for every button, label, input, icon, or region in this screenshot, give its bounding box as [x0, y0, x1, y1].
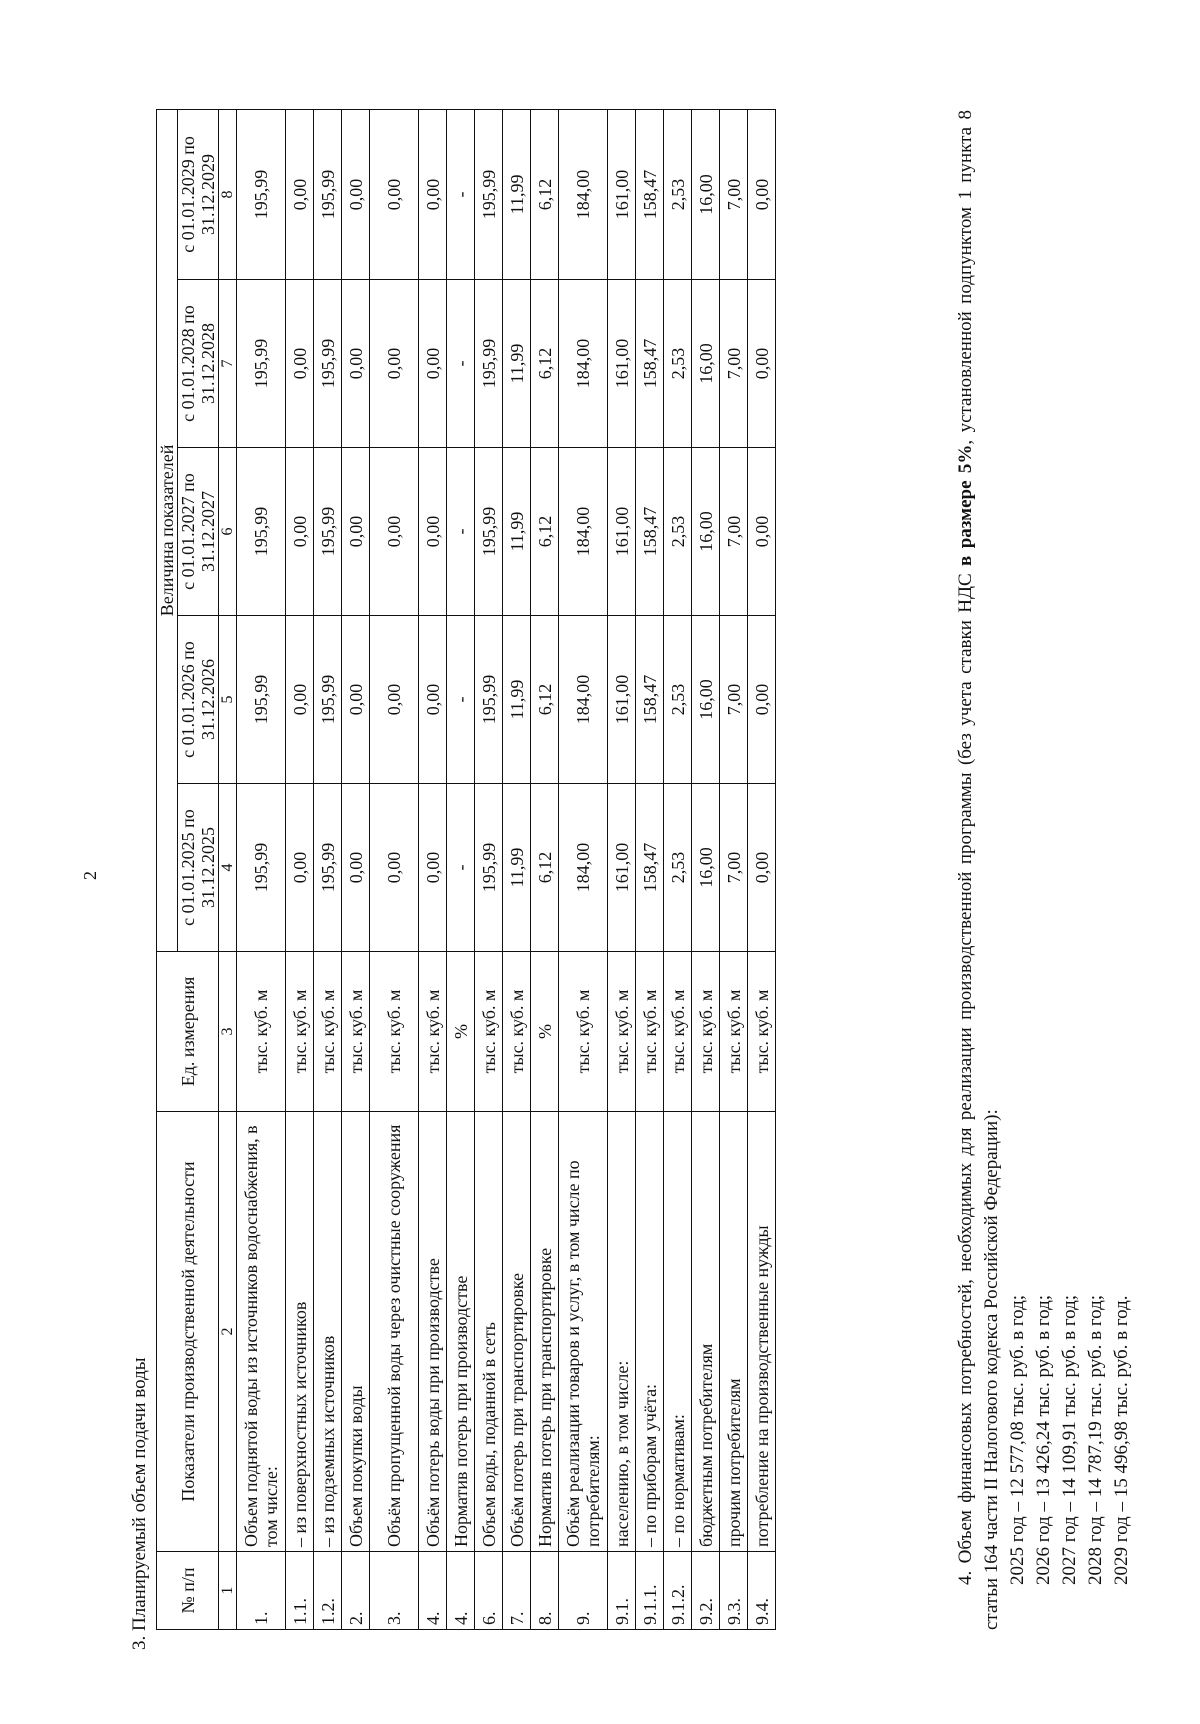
column-number: 2	[219, 1112, 237, 1552]
row-number: 9.2.	[692, 1552, 720, 1630]
row-value: 184,00	[559, 448, 608, 616]
row-value: 0,00	[419, 784, 447, 952]
notes-intro-text: 4. Объем финансовых потребностей, необходимых для реализации производственной программы (без учета ставки НДС	[955, 565, 976, 1585]
row-number: 9.4.	[748, 1552, 776, 1630]
row-value: 0,00	[342, 280, 370, 448]
column-number: 3	[219, 952, 237, 1112]
row-indicator: Объем воды, поданной в сеть	[475, 1112, 503, 1552]
row-value: 7,00	[720, 280, 748, 448]
notes-intro	[953, 110, 1005, 1630]
row-value: 195,99	[475, 448, 503, 616]
row-value: 7,00	[720, 109, 748, 279]
row-value: 2,53	[664, 448, 692, 616]
row-unit: %	[447, 952, 475, 1112]
column-number: 7	[219, 280, 237, 448]
table-row	[531, 109, 559, 1629]
row-value: 195,99	[475, 784, 503, 952]
row-value: 16,00	[692, 448, 720, 616]
notes-vat-rate: в размере 5%	[955, 444, 976, 566]
row-indicator: населению, в том числе:	[608, 1112, 636, 1552]
header-num: № п/п	[157, 1552, 219, 1630]
row-indicator: Объём потерь при транспортировке	[503, 1112, 531, 1552]
row-value: 2,53	[664, 280, 692, 448]
row-value: 11,99	[503, 448, 531, 616]
column-number: 6	[219, 448, 237, 616]
row-indicator: – по нормативам:	[664, 1112, 692, 1552]
row-value: 195,99	[237, 280, 286, 448]
row-number: 9.3.	[720, 1552, 748, 1630]
table-row	[748, 109, 776, 1629]
header-period: с 01.01.2026 по 31.12.2026	[178, 616, 219, 784]
row-value: 158,47	[636, 109, 664, 279]
row-value: 16,00	[692, 616, 720, 784]
row-value: 195,99	[314, 784, 342, 952]
header-period: с 01.01.2025 по 31.12.2025	[178, 784, 219, 952]
row-unit: тыс. куб. м	[475, 952, 503, 1112]
row-number: 1.	[237, 1552, 286, 1630]
page-number: 2	[80, 871, 100, 880]
row-value: 195,99	[237, 784, 286, 952]
row-value: 0,00	[342, 616, 370, 784]
row-value: 0,00	[419, 109, 447, 279]
row-unit: тыс. куб. м	[314, 952, 342, 1112]
row-value: 6,12	[531, 280, 559, 448]
header-period: с 01.01.2027 по 31.12.2027	[178, 448, 219, 616]
row-value: 158,47	[636, 448, 664, 616]
row-indicator: Норматив потерь при транспортировке	[531, 1112, 559, 1552]
row-value: 11,99	[503, 280, 531, 448]
year-amount: 2028 год – 14 787,19 тыс. руб. в год;	[1085, 1294, 1106, 1585]
row-value: 195,99	[237, 616, 286, 784]
row-value: 2,53	[664, 784, 692, 952]
row-value: 2,53	[664, 616, 692, 784]
row-value: 7,00	[720, 616, 748, 784]
row-value: 6,12	[531, 109, 559, 279]
notes-intro-rest: , установленной подпунктом 1 пункта 8 статьи 164 части II Налогового кодекса Российской Федерации):	[955, 110, 1002, 1630]
row-unit: тыс. куб. м	[503, 952, 531, 1112]
row-value: 195,99	[314, 109, 342, 279]
row-value: 161,00	[608, 109, 636, 279]
row-value: 16,00	[692, 109, 720, 279]
row-number: 8.	[531, 1552, 559, 1630]
table-row	[370, 109, 419, 1629]
row-indicator: Объём потерь воды при производстве	[419, 1112, 447, 1552]
row-value: 0,00	[286, 616, 314, 784]
table-row	[636, 109, 664, 1629]
row-value: 6,12	[531, 448, 559, 616]
header-period: с 01.01.2029 по 31.12.2029	[178, 109, 219, 279]
row-number: 1.2.	[314, 1552, 342, 1630]
row-value: 0,00	[370, 280, 419, 448]
row-unit: %	[531, 952, 559, 1112]
row-value: 0,00	[748, 784, 776, 952]
row-unit: тыс. куб. м	[342, 952, 370, 1112]
header-indicator: Показатели производственной деятельности	[157, 1112, 219, 1552]
row-value: 158,47	[636, 280, 664, 448]
row-unit: тыс. куб. м	[559, 952, 608, 1112]
row-indicator: – по приборам учёта:	[636, 1112, 664, 1552]
row-value: 0,00	[342, 109, 370, 279]
row-value: 184,00	[559, 109, 608, 279]
row-value: 0,00	[286, 784, 314, 952]
row-unit: тыс. куб. м	[720, 952, 748, 1112]
row-value: 11,99	[503, 109, 531, 279]
row-value: 158,47	[636, 784, 664, 952]
row-value: 11,99	[503, 784, 531, 952]
row-unit: тыс. куб. м	[608, 952, 636, 1112]
row-value: -	[447, 280, 475, 448]
table-body	[237, 109, 776, 1629]
row-number: 9.1.1.	[636, 1552, 664, 1630]
row-value: -	[447, 784, 475, 952]
row-value: 195,99	[475, 109, 503, 279]
row-unit: тыс. куб. м	[692, 952, 720, 1112]
row-value: 0,00	[370, 109, 419, 279]
year-amount: 2025 год – 12 577,08 тыс. руб. в год;	[1007, 1294, 1028, 1585]
table-row	[342, 109, 370, 1629]
row-indicator: Объём реализации товаров и услуг, в том числе по потребителям:	[559, 1112, 608, 1552]
row-value: 161,00	[608, 448, 636, 616]
row-indicator: – из подземных источников	[314, 1112, 342, 1552]
row-value: 195,99	[314, 616, 342, 784]
table-row	[692, 109, 720, 1629]
row-value: 2,53	[664, 109, 692, 279]
header-group: Величина показателей	[157, 109, 178, 951]
header-unit: Ед. измерения	[157, 952, 219, 1112]
row-value: 6,12	[531, 616, 559, 784]
row-value: 7,00	[720, 448, 748, 616]
row-value: 0,00	[748, 109, 776, 279]
row-value: 161,00	[608, 280, 636, 448]
row-value: 195,99	[475, 280, 503, 448]
row-value: 195,99	[237, 448, 286, 616]
row-indicator: – из поверхностных источников	[286, 1112, 314, 1552]
row-number: 6.	[475, 1552, 503, 1630]
row-value: 184,00	[559, 616, 608, 784]
row-value: 6,12	[531, 784, 559, 952]
column-number: 1	[219, 1552, 237, 1630]
row-value: 0,00	[370, 448, 419, 616]
row-value: 158,47	[636, 616, 664, 784]
row-value: 0,00	[286, 280, 314, 448]
financial-notes	[953, 110, 1135, 1630]
column-number: 8	[219, 109, 237, 279]
row-value: 184,00	[559, 784, 608, 952]
year-amount: 2027 год – 14 109,91 тыс. руб. в год;	[1059, 1294, 1080, 1585]
row-value: 195,99	[314, 280, 342, 448]
column-number: 4	[219, 784, 237, 952]
row-value: 195,99	[237, 109, 286, 279]
row-unit: тыс. куб. м	[419, 952, 447, 1112]
row-number: 9.	[559, 1552, 608, 1630]
row-unit: тыс. куб. м	[237, 952, 286, 1112]
header-period: с 01.01.2028 по 31.12.2028	[178, 280, 219, 448]
row-unit: тыс. куб. м	[664, 952, 692, 1112]
row-unit: тыс. куб. м	[370, 952, 419, 1112]
row-value: 0,00	[748, 616, 776, 784]
row-value: 0,00	[419, 280, 447, 448]
row-indicator: Объем поднятой воды из источников водоснабжения, в том числе:	[237, 1112, 286, 1552]
row-number: 9.1.	[608, 1552, 636, 1630]
table-row	[608, 109, 636, 1629]
row-unit: тыс. куб. м	[636, 952, 664, 1112]
row-number: 2.	[342, 1552, 370, 1630]
row-number: 3.	[370, 1552, 419, 1630]
row-value: 0,00	[748, 448, 776, 616]
water-supply-table	[156, 109, 776, 1630]
row-value: 0,00	[342, 784, 370, 952]
row-value: 161,00	[608, 616, 636, 784]
row-value: -	[447, 616, 475, 784]
row-indicator: Объем покупки воды	[342, 1112, 370, 1552]
row-number: 1.1.	[286, 1552, 314, 1630]
row-unit: тыс. куб. м	[748, 952, 776, 1112]
row-indicator: Объём пропущенной воды через очистные сооружения	[370, 1112, 419, 1552]
row-unit: тыс. куб. м	[286, 952, 314, 1112]
row-value: 195,99	[475, 616, 503, 784]
table-row	[664, 109, 692, 1629]
row-indicator: бюджетным потребителям	[692, 1112, 720, 1552]
table-row	[447, 109, 475, 1629]
section-title: 3. Планируемый объем подачи воды	[129, 1357, 150, 1650]
row-number: 4.	[447, 1552, 475, 1630]
row-value: -	[447, 109, 475, 279]
row-number: 4.	[419, 1552, 447, 1630]
row-value: 0,00	[286, 109, 314, 279]
table-row	[559, 109, 608, 1629]
row-number: 7.	[503, 1552, 531, 1630]
row-number: 9.1.2.	[664, 1552, 692, 1630]
row-value: 16,00	[692, 784, 720, 952]
row-value: 195,99	[314, 448, 342, 616]
row-value: 7,00	[720, 784, 748, 952]
table-row	[286, 109, 314, 1629]
table-row	[503, 109, 531, 1629]
row-value: 0,00	[419, 448, 447, 616]
row-value: 0,00	[419, 616, 447, 784]
year-amount: 2029 год – 15 496,98 тыс. руб. в год.	[1111, 1295, 1132, 1585]
row-value: 0,00	[370, 616, 419, 784]
row-value: 16,00	[692, 280, 720, 448]
document-content	[128, 40, 1188, 1650]
column-number: 5	[219, 616, 237, 784]
row-value: 0,00	[748, 280, 776, 448]
row-value: 11,99	[503, 616, 531, 784]
year-amount: 2026 год – 13 426,24 тыс. руб. в год;	[1033, 1294, 1054, 1585]
row-value: 184,00	[559, 280, 608, 448]
table-row	[314, 109, 342, 1629]
row-indicator: Норматив потерь при производстве	[447, 1112, 475, 1552]
row-indicator: потребление на производственные нужды	[748, 1112, 776, 1552]
table-row	[237, 109, 286, 1629]
row-value: 0,00	[370, 784, 419, 952]
table-row	[419, 109, 447, 1629]
row-value: 161,00	[608, 784, 636, 952]
row-value: -	[447, 448, 475, 616]
row-value: 0,00	[286, 448, 314, 616]
table-row	[720, 109, 748, 1629]
row-value: 0,00	[342, 448, 370, 616]
row-indicator: прочим потребителям	[720, 1112, 748, 1552]
table-row	[475, 109, 503, 1629]
